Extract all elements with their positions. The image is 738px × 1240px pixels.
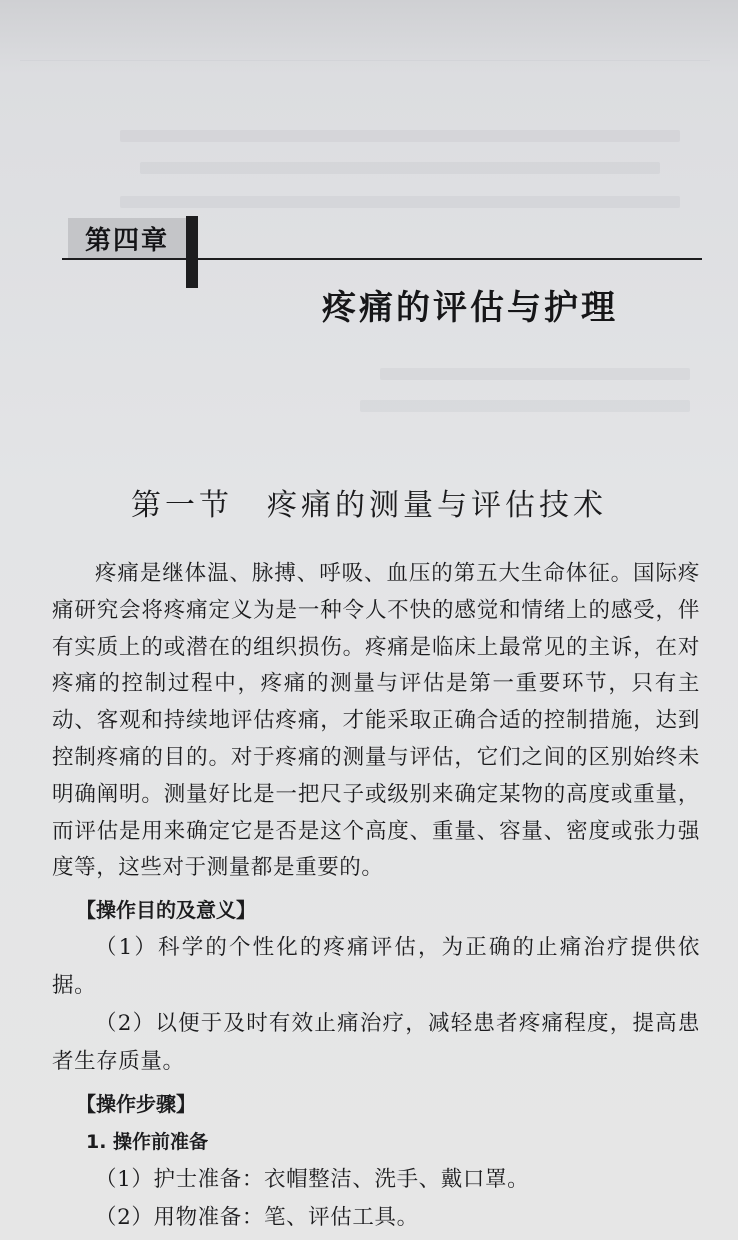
steps-item: （2）用物准备：笔、评估工具。: [95, 1205, 419, 1231]
bleed-through-header: [20, 38, 710, 61]
purpose-item: （2）以便于及时有效止痛治疗，减轻患者疼痛程度，提高患者生存质量。: [52, 1011, 700, 1075]
chapter-label: 第四章: [68, 218, 186, 258]
section-title: 第一节 疼痛的测量与评估技术: [131, 488, 607, 523]
chapter-rule: [62, 258, 702, 260]
intro-paragraph: 疼痛是继体温、脉搏、呼吸、血压的第五大生命体征。国际疼痛研究会将疼痛定义为是一种令人不快的感觉和情绪上的感受，伴有实质上的或潜在的组织损伤。疼痛是临床上最常见的主诉，在对疼痛的控制过程中，疼痛的测量与评估是第一重要环节，只有主动、客观和持续地评估疼痛，才能采取正确合适的控制措施，达到控制疼痛的目的。对于疼痛的测量与评估，它们之间的区别始终未明确阐明。测量好比是一把尺子或级别来确定某物的高度或重量，而评估是用来确定它是否是这个高度、重量、容量、密度或张力强度等，这些对于测量都是重要的。: [52, 561, 700, 881]
steps-subheading: 1. 操作前准备: [86, 1131, 209, 1154]
bleed-through-line: [140, 162, 660, 174]
bleed-through-line: [360, 400, 690, 412]
chapter-bar: [186, 216, 198, 288]
steps-item: （1）护士准备：衣帽整洁、洗手、戴口罩。: [95, 1167, 530, 1193]
body-text: [52, 556, 700, 1237]
bleed-through-line: [120, 196, 680, 208]
bleed-through-line: [120, 130, 680, 142]
bleed-through-line: [380, 368, 690, 380]
steps-heading: 【操作步骤】: [76, 1092, 196, 1117]
purpose-heading: 【操作目的及意义】: [76, 898, 256, 923]
purpose-item: （1）科学的个性化的疼痛评估，为正确的止痛治疗提供依据。: [52, 935, 700, 999]
chapter-title: 疼痛的评估与护理: [322, 288, 618, 328]
